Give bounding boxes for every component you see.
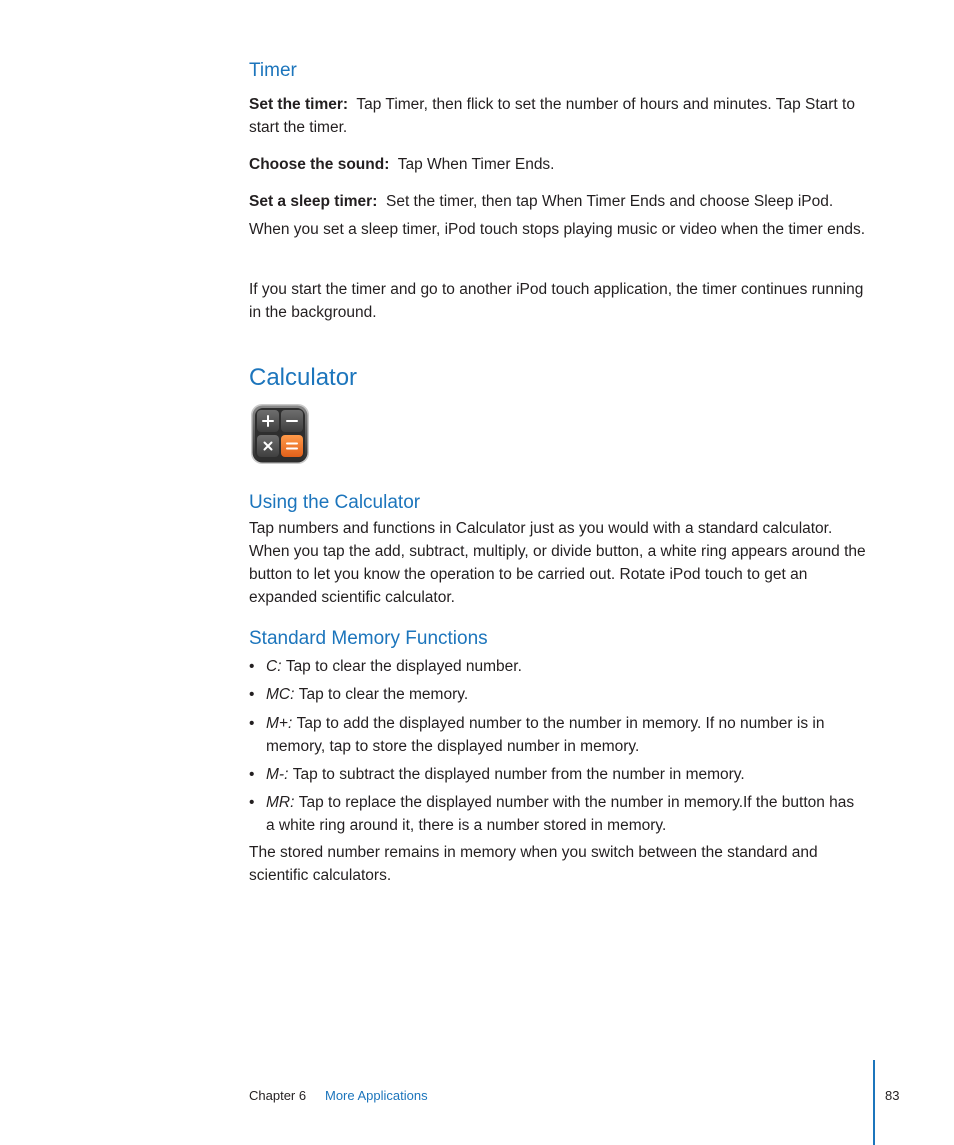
bullet-icon: • — [249, 766, 255, 783]
timer-background-note: If you start the timer and go to another iPod touch application, the timer continues running in the background. — [249, 281, 864, 321]
footer-chapter: Chapter 6 — [249, 1088, 307, 1103]
calculator-heading: Calculator — [249, 364, 358, 391]
using-calculator-text: Tap numbers and functions in Calculator just as you would with a standard calculator. When you tap the add, subtract, multiply, or divide button, a white ring appears around the button to let you know the operation to be carried out. Rotate iPod touch to get an expanded scientific calculator. — [249, 520, 866, 606]
sleep-timer-note: When you set a sleep timer, iPod touch stops playing music or video when the timer ends. — [249, 221, 866, 238]
memory-term: M+: — [266, 715, 293, 732]
memory-desc: Tap to replace the displayed number with the number in memory.If the button has a white ring around it, there is a number stored in memory. — [266, 794, 855, 834]
list-item — [249, 683, 867, 706]
footer-divider — [873, 1060, 875, 1145]
memory-closing-text: The stored number remains in memory when you switch between the standard and scientific calculators. — [249, 844, 818, 884]
memory-desc: Tap to subtract the displayed number from the number in memory. — [292, 766, 745, 783]
bullet-icon: • — [249, 658, 255, 675]
memory-term: MR: — [266, 794, 295, 811]
choose-sound-lead: Choose the sound: — [249, 156, 390, 173]
set-timer-lead: Set the timer: — [249, 96, 349, 113]
footer-section-link[interactable]: More Applications — [325, 1088, 428, 1103]
memory-desc: Tap to clear the displayed number. — [285, 658, 522, 675]
page-number: 83 — [885, 1088, 900, 1103]
sleep-timer-text: Set the timer, then tap When Timer Ends and choose Sleep iPod. — [385, 193, 834, 210]
timer-heading: Timer — [249, 60, 297, 81]
memory-term: MC: — [266, 686, 295, 703]
memory-term: M-: — [266, 766, 289, 783]
memory-functions-heading: Standard Memory Functions — [249, 628, 488, 649]
set-timer-text: Tap Timer, then flick to set the number of hours and minutes. Tap Start to start the timer. — [249, 96, 855, 136]
memory-term: C: — [266, 658, 282, 675]
list-item — [249, 791, 867, 837]
list-item — [249, 763, 867, 786]
calculator-app-icon — [250, 403, 310, 465]
list-item — [249, 655, 867, 678]
using-calculator-heading: Using the Calculator — [249, 492, 421, 513]
sleep-timer-paragraph — [249, 190, 867, 213]
timer-sound-paragraph — [249, 153, 867, 176]
memory-desc: Tap to clear the memory. — [298, 686, 469, 703]
sleep-timer-lead: Set a sleep timer: — [249, 193, 378, 210]
memory-desc: Tap to add the displayed number to the number in memory. If no number is in memory, tap to store the displayed number in memory. — [266, 715, 825, 755]
choose-sound-text: Tap When Timer Ends. — [397, 156, 555, 173]
bullet-icon: • — [249, 686, 255, 703]
bullet-icon: • — [249, 794, 255, 811]
bullet-icon: • — [249, 715, 255, 732]
timer-set-paragraph — [249, 93, 867, 139]
list-item — [249, 712, 867, 758]
